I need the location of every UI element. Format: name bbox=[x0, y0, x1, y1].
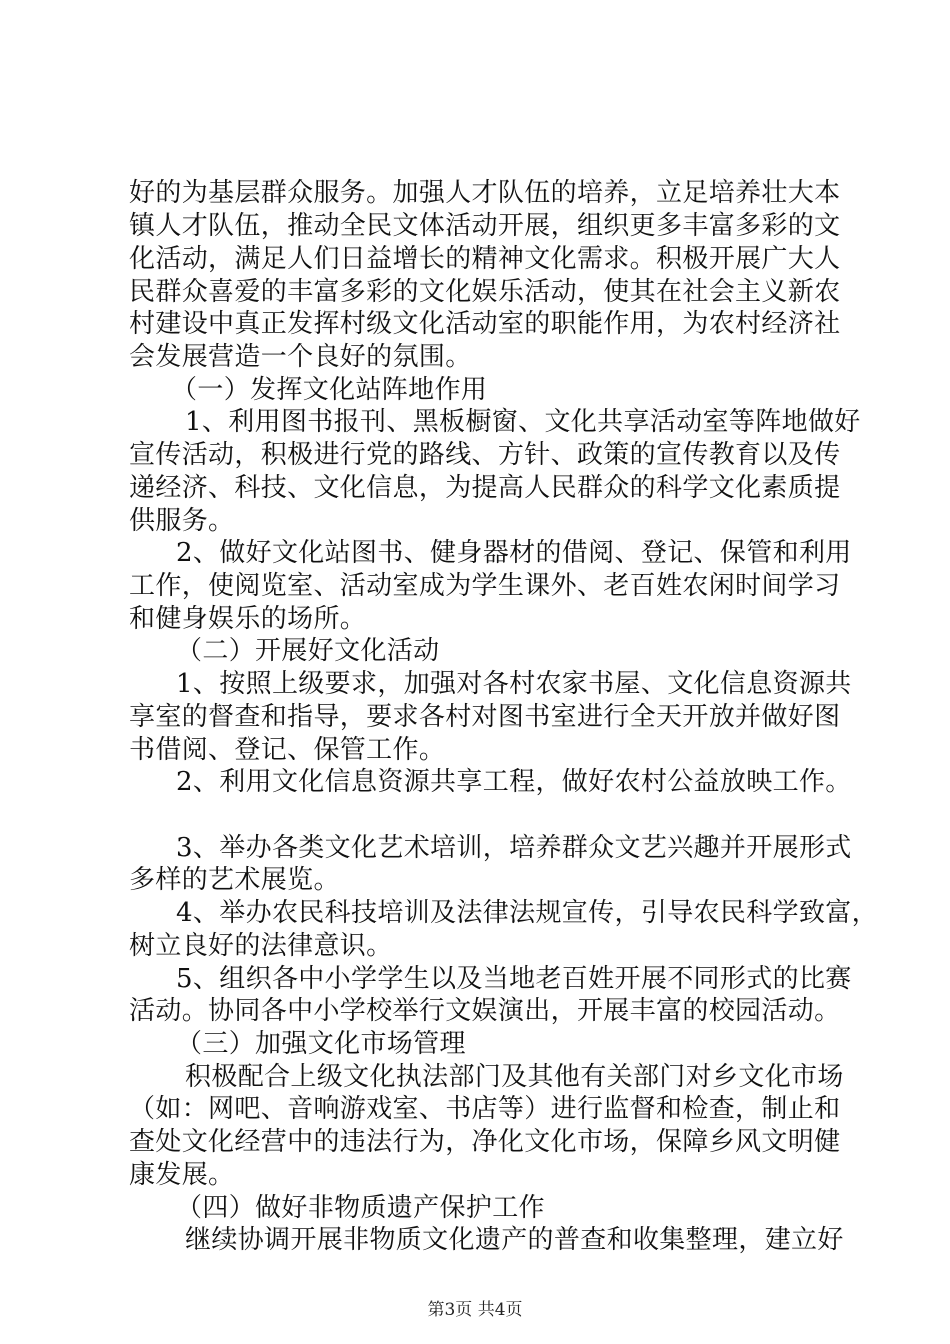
section-heading: （四）做好非物质遗产保护工作 bbox=[176, 1193, 545, 1223]
body-text-line: 查处文化经营中的违法行为，净化文化市场，保障乡风文明健 bbox=[129, 1127, 841, 1157]
body-text-line: 康发展。 bbox=[129, 1160, 235, 1190]
body-text-line: 村建设中真正发挥村级文化活动室的职能作用，为农村经济社 bbox=[129, 309, 841, 339]
body-text-line: 多样的艺术展览。 bbox=[129, 865, 340, 895]
section-heading: （三）加强文化市场管理 bbox=[176, 1029, 466, 1059]
body-text-line: 会发展营造一个良好的氛围。 bbox=[129, 342, 472, 372]
body-text-line: （如：网吧、音响游戏室、书店等）进行监督和检查，制止和 bbox=[129, 1094, 841, 1124]
body-text-line: 积极配合上级文化执法部门及其他有关部门对乡文化市场 bbox=[185, 1062, 844, 1092]
body-text-line: 镇人才队伍，推动全民文体活动开展，组织更多丰富多彩的文 bbox=[129, 211, 841, 241]
body-text-line: 1、利用图书报刊、黑板橱窗、文化共享活动室等阵地做好 bbox=[185, 407, 861, 437]
body-text-line: 化活动，满足人们日益增长的精神文化需求。积极开展广大人 bbox=[129, 244, 841, 274]
section-heading: （一）发挥文化站阵地作用 bbox=[171, 375, 488, 405]
body-text-line: 递经济、科技、文化信息，为提高人民群众的科学文化素质提 bbox=[129, 473, 841, 503]
body-text-line: 活动。协同各中小学校举行文娱演出，开展丰富的校园活动。 bbox=[129, 996, 841, 1026]
body-text-line: 2、利用文化信息资源共享工程，做好农村公益放映工作。 bbox=[176, 767, 852, 797]
body-text-line: 宣传活动，积极进行党的路线、方针、政策的宣传教育以及传 bbox=[129, 440, 841, 470]
body-text-line: 工作，使阅览室、活动室成为学生课外、老百姓农闲时间学习 bbox=[129, 571, 841, 601]
body-text-line: 1、按照上级要求，加强对各村农家书屋、文化信息资源共 bbox=[176, 669, 852, 699]
body-text-line: 继续协调开展非物质文化遗产的普查和收集整理，建立好 bbox=[185, 1225, 844, 1255]
body-text-line: 3、举办各类文化艺术培训，培养群众文艺兴趣并开展形式 bbox=[176, 833, 852, 863]
body-text-line: 2、做好文化站图书、健身器材的借阅、登记、保管和利用 bbox=[176, 538, 852, 568]
body-text-line: 供服务。 bbox=[129, 506, 235, 536]
body-text-line: 民群众喜爱的丰富多彩的文化娱乐活动，使其在社会主义新农 bbox=[129, 277, 841, 307]
body-text-line: 享室的督查和指导，要求各村对图书室进行全天开放并做好图 bbox=[129, 702, 841, 732]
body-text-line: 书借阅、登记、保管工作。 bbox=[129, 735, 446, 765]
body-text-line: 和健身娱乐的场所。 bbox=[129, 604, 367, 634]
body-text-line: 5、组织各中小学学生以及当地老百姓开展不同形式的比赛 bbox=[176, 964, 852, 994]
body-text-line: 好的为基层群众服务。加强人才队伍的培养，立足培养壮大本 bbox=[129, 178, 841, 208]
section-heading: （二）开展好文化活动 bbox=[176, 636, 440, 666]
body-text-line: 树立良好的法律意识。 bbox=[129, 931, 393, 961]
body-text-line: 4、举办农民科技培训及法律法规宣传，引导农民科学致富， bbox=[176, 898, 878, 928]
page-number-footer: 第3页 共4页 bbox=[427, 1300, 523, 1320]
